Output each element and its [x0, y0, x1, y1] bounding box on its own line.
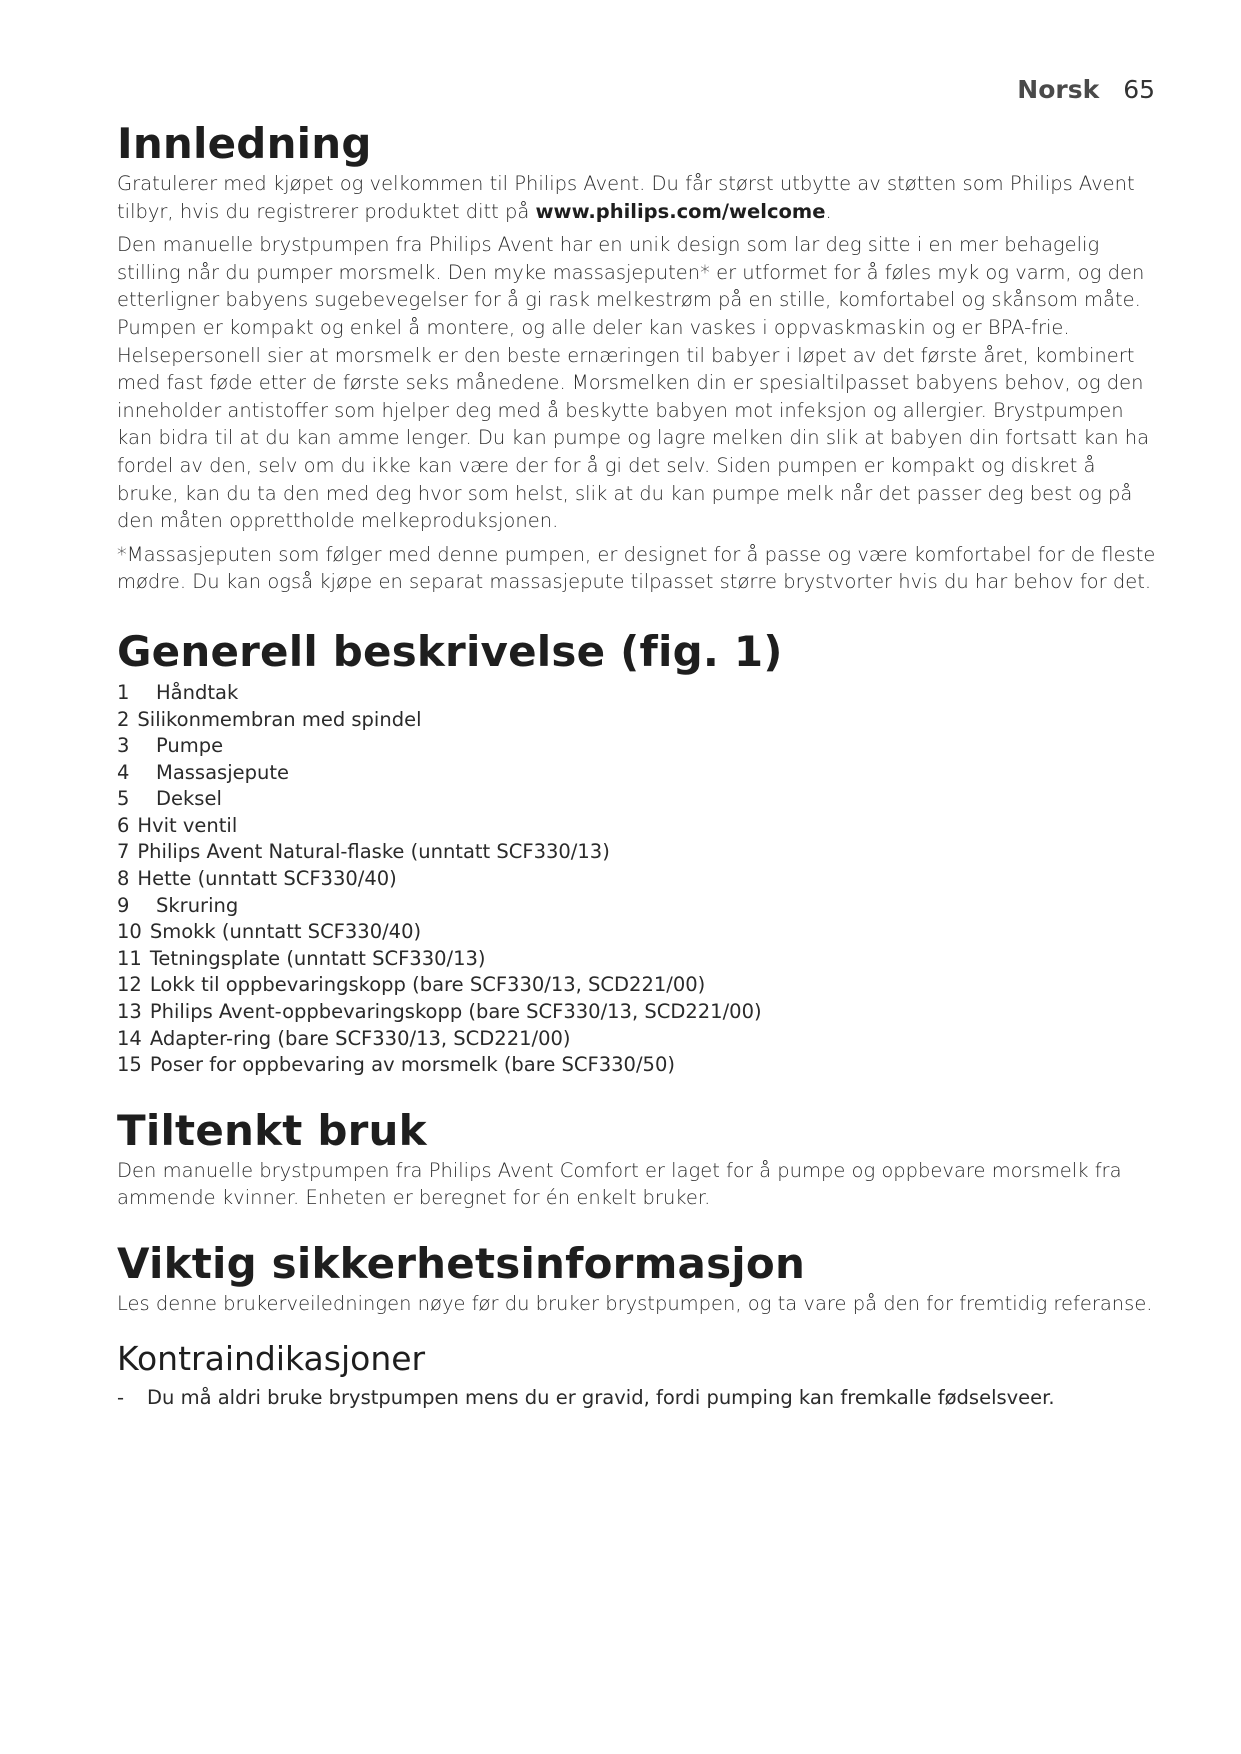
item-label: Pumpe	[156, 734, 224, 758]
item-number: 10	[117, 920, 142, 944]
list-item	[117, 1052, 1157, 1079]
page-content	[117, 118, 1157, 1411]
list-item	[117, 707, 1157, 734]
intro-paragraph-1	[117, 170, 1157, 225]
item-number: 12	[117, 973, 142, 997]
welcome-url: www.philips.com/welcome	[535, 199, 826, 223]
item-label: Hvit ventil	[137, 813, 238, 837]
item-label: Smokk (unntatt SCF330/40)	[149, 920, 422, 944]
intro-heading: Innledning	[117, 119, 372, 168]
intro-p1-end: .	[825, 199, 832, 223]
intended-use-paragraph: Den manuelle brystpumpen fra Philips Avent Comfort er laget for å pumpe og oppbevare morsmelk fra ammende kvinner. Enheten er beregnet for én enkelt bruker.	[117, 1158, 1122, 1210]
intro-p1-text: Gratulerer med kjøpet og velkommen til Philips Avent. Du får størst utbytte av støtten som Philips Avent tilbyr, hvis du registrerer produktet ditt på	[117, 172, 1135, 223]
list-item	[117, 813, 1157, 840]
item-label: Skruring	[156, 893, 239, 917]
item-number: 5	[117, 787, 130, 811]
item-number: 9	[117, 893, 130, 917]
list-item	[117, 760, 1157, 787]
item-number: 13	[117, 1000, 142, 1024]
list-item	[117, 999, 1157, 1026]
item-label: Philips Avent-oppbevaringskopp (bare SCF330/13, SCD221/00)	[149, 1000, 762, 1024]
list-item	[117, 1384, 1157, 1411]
item-number: 6	[117, 813, 130, 837]
item-label: Deksel	[156, 787, 222, 811]
list-item	[117, 919, 1157, 946]
item-label: Hette (unntatt SCF330/40)	[137, 867, 397, 891]
safety-paragraph: Les denne brukerveiledningen nøye før du bruker brystpumpen, og ta vare på den for fremtidig referanse.	[117, 1292, 1153, 1315]
page-number: 65	[1123, 75, 1155, 104]
item-label: Adapter-ring (bare SCF330/13, SCD221/00)	[149, 1026, 571, 1050]
item-label: Håndtak	[156, 680, 239, 704]
list-item	[117, 1026, 1157, 1053]
contraindications-heading: Kontraindikasjoner	[117, 1338, 426, 1378]
item-number: 3	[117, 734, 130, 758]
list-item	[117, 946, 1157, 973]
list-item	[117, 893, 1157, 920]
contraindications-list	[117, 1384, 1157, 1411]
contraindication-text: Du må aldri bruke brystpumpen mens du er gravid, fordi pumping kan fremkalle fødselsveer.	[147, 1385, 1055, 1409]
safety-heading: Viktig sikkerhetsinformasjon	[117, 1239, 806, 1288]
section-intended-use	[117, 1105, 1157, 1212]
section-safety-information	[117, 1238, 1157, 1411]
item-label: Silikonmembran med spindel	[137, 707, 422, 731]
intro-paragraph-2: Den manuelle brystpumpen fra Philips Avent har en unik design som lar deg sitte i en mer behagelig stilling når du pumper morsmelk. Den myke massasjeputen* er utformet for å føles myk og varm, og den etterligner babyens sugebevegelser for å gi rask melkestrøm på en stille, komfortabel og skånsom måte. Pumpen er kompakt og enkel å montere, og alle deler kan vaskes i oppvaskmaskin og er BPA-frie. Helsepersonell sier at morsmelk er den beste ernæringen til babyer i løpet av det første året, kombinert med fast føde etter de første seks månedene. Morsmelken din er spesialtilpasset babyens behov, og den inneholder antistoffer som hjelper deg med å beskytte babyen mot infeksjon og allergier. Brystpumpen kan bidra til at du kan amme lenger. Du kan pumpe og lagre melken din slik at babyen din fortsatt kan ha fordel av den, selv om du ikke kan være der for å gi det selv. Siden pumpen er kompakt og diskret å bruke, kan du ta den med deg hvor som helst, slik at du kan pumpe melk når det passer deg best og på den måten opprettholde melkeproduksjonen.	[117, 233, 1150, 533]
item-label: Lokk til oppbevaringskopp (bare SCF330/13, SCD221/00)	[149, 973, 706, 997]
item-number: 1	[117, 680, 130, 704]
item-number: 15	[117, 1053, 142, 1077]
item-number: 4	[117, 760, 130, 784]
header-language: Norsk	[1017, 75, 1100, 104]
list-item	[117, 733, 1157, 760]
item-number: 14	[117, 1026, 142, 1050]
page-header	[1017, 74, 1155, 106]
item-label: Tetningsplate (unntatt SCF330/13)	[149, 946, 486, 970]
item-label: Massasjepute	[156, 760, 289, 784]
item-number: 2	[117, 707, 130, 731]
list-item	[117, 866, 1157, 893]
section-introduction	[117, 118, 1157, 596]
description-heading: Generell beskrivelse (fig. 1)	[117, 626, 783, 676]
intended-use-heading: Tiltenkt bruk	[117, 1105, 427, 1155]
section-general-description	[117, 626, 1157, 1079]
list-item	[117, 839, 1157, 866]
parts-list	[117, 680, 1157, 1079]
item-label: Poser for oppbevaring av morsmelk (bare SCF330/50)	[149, 1053, 675, 1077]
list-item	[117, 786, 1157, 813]
list-item	[117, 680, 1157, 707]
item-number: 11	[117, 946, 142, 970]
list-item	[117, 972, 1157, 999]
item-label: Philips Avent Natural-flaske (unntatt SCF330/13)	[137, 840, 610, 864]
dash-bullet: -	[117, 1385, 125, 1409]
item-number: 8	[117, 867, 130, 891]
item-number: 7	[117, 840, 130, 864]
intro-paragraph-3: *Massasjeputen som følger med denne pumpen, er designet for å passe og være komfortabel for de fleste mødre. Du kan også kjøpe en separat massasjepute tilpasset større brystvorter hvis du har behov for det.	[117, 542, 1156, 594]
